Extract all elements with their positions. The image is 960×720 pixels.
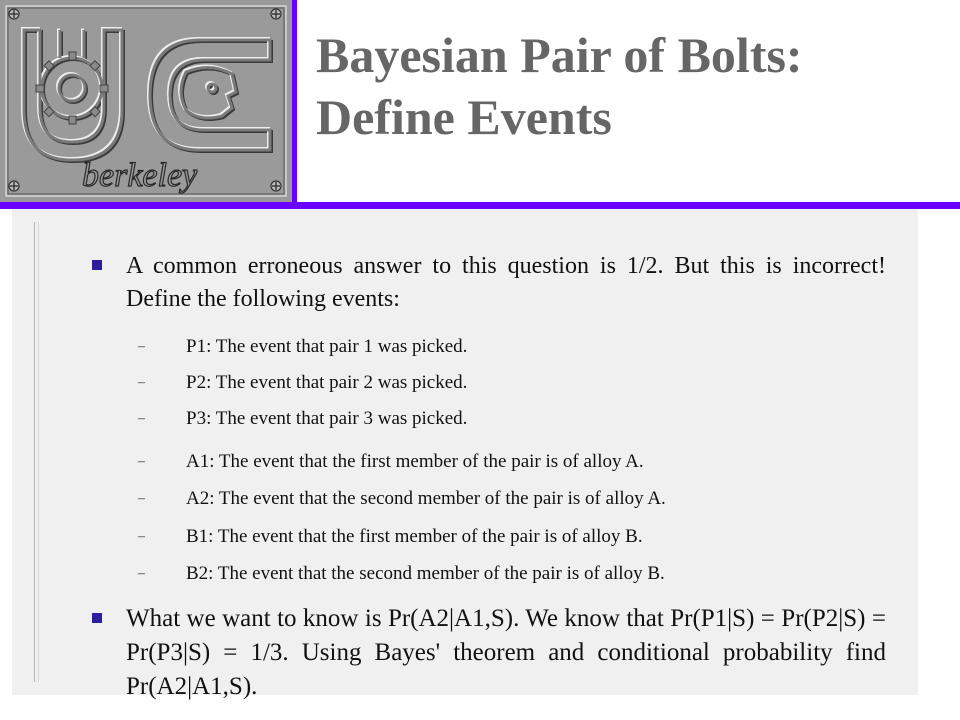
sub-item-text: B2: The event that the second member of the pair is of alloy B. <box>186 563 665 584</box>
screw-icon <box>271 181 281 191</box>
bullet-text-2: What we want to know is Pr(A2|A1,S). We know that Pr(P1|S) = Pr(P2|S) = Pr(P3|S) = 1/3. Using Bayes' theorem and conditional probability find Pr(A2|A1,S). <box>126 605 886 700</box>
dash-icon: – <box>138 566 145 581</box>
bullet-square-icon <box>92 613 102 623</box>
dash-icon: – <box>138 454 145 469</box>
bullet-text-1: A common erroneous answer to this question is 1/2. But this is incorrect! Define the following events: <box>126 253 886 312</box>
screw-icon <box>271 9 281 19</box>
sub-item-text: B1: The event that the first member of the pair is of alloy B. <box>186 526 643 547</box>
sub-item-text: P2: The event that pair 2 was picked. <box>186 372 468 393</box>
uc-berkeley-logo <box>0 0 297 202</box>
screw-icon <box>9 9 19 19</box>
dash-icon: – <box>138 339 145 354</box>
title-divider-bar <box>0 202 960 209</box>
slide-title-line1: Bayesian Pair of Bolts: <box>316 27 803 83</box>
sub-item-text: P3: The event that pair 3 was picked. <box>186 408 468 429</box>
logo-c-shape <box>150 40 270 150</box>
dash-icon: – <box>138 529 145 544</box>
gear-icon <box>36 52 108 124</box>
slide-title <box>316 24 936 148</box>
screw-icon <box>9 181 19 191</box>
left-rule-line <box>34 222 39 682</box>
uc-logo-graphic <box>0 0 292 202</box>
dash-icon: – <box>138 491 145 506</box>
sub-item-text: A1: The event that the first member of the pair is of alloy A. <box>186 451 644 472</box>
dash-icon: – <box>138 411 145 426</box>
logo-u-shape <box>24 30 122 160</box>
bullet-square-icon <box>92 260 102 270</box>
logo-berkeley-text: berkeley <box>82 157 198 194</box>
slide-title-line2: Define Events <box>316 89 612 145</box>
sub-item-text: P1: The event that pair 1 was picked. <box>186 336 468 357</box>
dash-icon: – <box>138 375 145 390</box>
sub-item-text: A2: The event that the second member of the pair is of alloy A. <box>186 488 666 509</box>
